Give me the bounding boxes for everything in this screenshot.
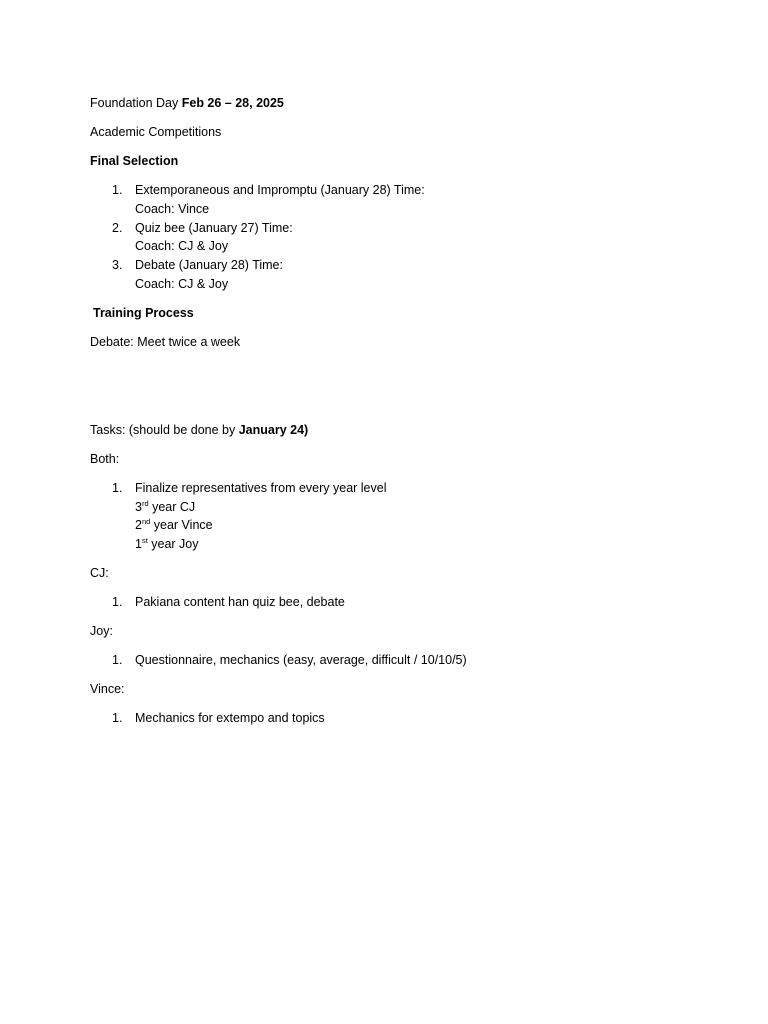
- coach-line: Coach: CJ & Joy: [135, 239, 229, 254]
- task-text: Mechanics for extempo and topics: [135, 711, 325, 726]
- blank-space: [90, 362, 690, 421]
- year-line: [135, 498, 690, 517]
- year-rest: year Joy: [147, 537, 199, 552]
- coach-line: Coach: CJ & Joy: [135, 276, 229, 291]
- foundation-day-dates: Feb 26 – 28, 2025: [181, 96, 284, 110]
- academic-competitions-line: Academic Competitions: [90, 124, 222, 139]
- task-text: Finalize representatives from every year level: [135, 480, 387, 495]
- tasks-line: [90, 421, 690, 440]
- list-number: 1.: [112, 711, 123, 726]
- vince-label: Vince:: [90, 682, 125, 697]
- list-number: 1.: [112, 653, 123, 668]
- list-number: 1.: [112, 595, 123, 610]
- final-selection-heading: Final Selection: [90, 153, 179, 168]
- list-item: [90, 256, 690, 294]
- list-number: 3.: [112, 258, 123, 273]
- year-number: 2: [135, 518, 142, 533]
- foundation-day-line: [90, 94, 690, 113]
- list-item: [90, 181, 690, 219]
- list-item: [90, 219, 690, 257]
- cj-task-list: [90, 593, 690, 612]
- tasks-label: Tasks: (should be done by: [90, 422, 239, 437]
- training-process-heading: Training Process: [93, 305, 194, 320]
- event-line: Extemporaneous and Impromptu (January 28) Time:: [135, 182, 425, 197]
- year-rest: year Vince: [150, 518, 213, 533]
- final-selection-list: [90, 181, 690, 294]
- cj-label: CJ:: [90, 566, 109, 581]
- year-line: [135, 516, 690, 535]
- ordinal-suffix: st: [141, 536, 148, 546]
- ordinal-suffix: nd: [141, 517, 151, 527]
- debate-training-line: Debate: Meet twice a week: [90, 334, 241, 349]
- event-line: Quiz bee (January 27) Time:: [135, 220, 293, 235]
- ordinal-suffix: rd: [141, 498, 149, 508]
- joy-label: Joy:: [90, 624, 113, 639]
- list-item: [90, 593, 690, 612]
- coach-line: Coach: Vince: [135, 201, 210, 216]
- list-number: 1.: [112, 182, 123, 197]
- both-label: Both:: [90, 451, 120, 466]
- year-number: 3: [135, 499, 142, 514]
- list-item: [90, 651, 690, 670]
- year-line: [135, 535, 690, 554]
- event-line: Debate (January 28) Time:: [135, 258, 283, 273]
- foundation-day-label: Foundation Day: [90, 96, 182, 110]
- list-number: 1.: [112, 480, 123, 495]
- list-item: [90, 709, 690, 728]
- list-item: [90, 479, 690, 554]
- tasks-deadline: January 24): [238, 422, 309, 437]
- vince-task-list: [90, 709, 690, 728]
- joy-task-list: [90, 651, 690, 670]
- task-text: Questionnaire, mechanics (easy, average, difficult / 10/10/5): [135, 653, 467, 668]
- document-body: [90, 94, 690, 738]
- list-number: 2.: [112, 220, 123, 235]
- year-number: 1: [135, 537, 142, 552]
- year-rest: year CJ: [148, 499, 196, 514]
- task-text: Pakiana content han quiz bee, debate: [135, 595, 345, 610]
- both-task-list: [90, 479, 690, 554]
